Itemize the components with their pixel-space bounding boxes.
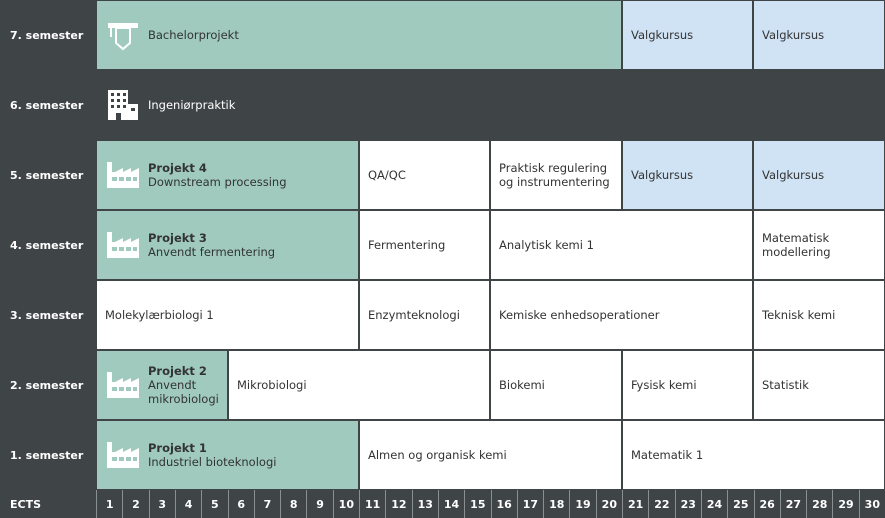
semester-label-5: 5. semester [0, 140, 96, 210]
course-matematik-1[interactable] [622, 420, 885, 490]
ects-number: 17 [517, 490, 543, 518]
ects-number: 8 [280, 490, 306, 518]
course-name: Enzymteknologi [368, 308, 460, 322]
course-name: Matematik 1 [631, 448, 704, 462]
course-name: Statistik [762, 378, 809, 392]
course-projekt-2[interactable] [96, 350, 228, 420]
ects-number: 3 [149, 490, 175, 518]
graduation-cap-icon [105, 18, 141, 52]
course-name: Matematisk modellering [762, 231, 831, 259]
course-name: Industriel bioteknologi [148, 455, 277, 469]
ects-number: 9 [306, 490, 332, 518]
course-name: Anvendt fermentering [148, 245, 276, 259]
semester-label-1: 1. semester [0, 420, 96, 490]
course-name: Downstream processing [148, 175, 287, 189]
course-name: Fermentering [368, 238, 446, 252]
course-name: Analytisk kemi 1 [499, 238, 594, 252]
ects-number: 4 [175, 490, 201, 518]
course-name: QA/QC [368, 168, 406, 182]
project-title: Projekt 2 [148, 364, 207, 378]
course-bachelorprojekt[interactable] [96, 0, 622, 70]
course-fysisk-kemi[interactable] [622, 350, 753, 420]
course-valgkursus-7a[interactable] [622, 0, 753, 70]
ects-number: 22 [648, 490, 674, 518]
project-title: Projekt 1 [148, 441, 207, 455]
ects-number: 11 [359, 490, 385, 518]
ects-number: 14 [438, 490, 464, 518]
course-statistik[interactable] [753, 350, 885, 420]
course-mikrobiologi[interactable] [228, 350, 490, 420]
ects-number: 16 [491, 490, 517, 518]
ects-number: 1 [96, 490, 122, 518]
course-name: Molekylærbiologi 1 [105, 308, 214, 322]
course-qaqc[interactable] [359, 140, 490, 210]
course-name: Valgkursus [762, 168, 825, 182]
course-enzymteknologi[interactable] [359, 280, 490, 350]
ects-number: 24 [701, 490, 727, 518]
ects-number: 10 [333, 490, 359, 518]
course-name: Ingeniørpraktik [148, 98, 236, 112]
course-kemiske-enhedsoperationer[interactable] [490, 280, 753, 350]
semester-label-3: 3. semester [0, 280, 96, 350]
ects-number: 26 [754, 490, 780, 518]
ects-number: 15 [464, 490, 490, 518]
course-name: Valgkursus [631, 168, 694, 182]
course-matematisk-modellering[interactable] [753, 210, 885, 280]
semester-label-2: 2. semester [0, 350, 96, 420]
course-projekt-4[interactable] [96, 140, 359, 210]
ects-number: 12 [385, 490, 411, 518]
course-name: Mikrobiologi [237, 378, 307, 392]
ects-number: 20 [596, 490, 622, 518]
ects-number: 2 [122, 490, 148, 518]
course-name: Valgkursus [762, 28, 825, 42]
semester-label-7: 7. semester [0, 0, 96, 70]
course-name: Anvendt mikrobiologi [148, 378, 219, 406]
course-name: Teknisk kemi [762, 308, 836, 322]
course-name: Valgkursus [631, 28, 694, 42]
course-name: Praktisk regulering og instrumentering [499, 161, 610, 189]
office-building-icon [105, 88, 141, 122]
ects-number: 28 [806, 490, 832, 518]
course-almen-og-organisk-kemi[interactable] [359, 420, 622, 490]
course-praktisk-regulering[interactable] [490, 140, 622, 210]
ects-number: 7 [254, 490, 280, 518]
ects-number: 19 [569, 490, 595, 518]
course-biokemi[interactable] [490, 350, 622, 420]
semester-label-4: 4. semester [0, 210, 96, 280]
ects-number: 29 [832, 490, 858, 518]
factory-icon [105, 158, 141, 192]
ects-label: ECTS [0, 490, 96, 518]
course-molekylaerbiologi-1[interactable] [96, 280, 359, 350]
course-fermentering[interactable] [359, 210, 490, 280]
semester-label-6: 6. semester [0, 70, 96, 140]
course-valgkursus-5b[interactable] [753, 140, 885, 210]
course-name: Biokemi [499, 378, 545, 392]
ects-number: 18 [543, 490, 569, 518]
ects-number: 30 [859, 490, 885, 518]
factory-icon [105, 368, 141, 402]
course-projekt-1[interactable] [96, 420, 359, 490]
course-teknisk-kemi[interactable] [753, 280, 885, 350]
ects-number: 6 [228, 490, 254, 518]
ects-number: 25 [727, 490, 753, 518]
course-projekt-3[interactable] [96, 210, 359, 280]
course-ingeniorpraktik[interactable] [96, 70, 885, 140]
course-name: Almen og organisk kemi [368, 448, 507, 462]
course-valgkursus-7b[interactable] [753, 0, 885, 70]
course-valgkursus-5a[interactable] [622, 140, 753, 210]
ects-number: 27 [780, 490, 806, 518]
ects-number: 5 [201, 490, 227, 518]
project-title: Projekt 3 [148, 231, 207, 245]
course-analytisk-kemi-1[interactable] [490, 210, 753, 280]
project-title: Projekt 4 [148, 161, 207, 175]
course-name: Fysisk kemi [631, 378, 697, 392]
course-name: Kemiske enhedsoperationer [499, 308, 660, 322]
factory-icon [105, 228, 141, 262]
factory-icon [105, 438, 141, 472]
ects-number: 23 [675, 490, 701, 518]
ects-number: 21 [622, 490, 648, 518]
ects-number: 13 [412, 490, 438, 518]
course-name: Bachelorprojekt [148, 28, 239, 42]
